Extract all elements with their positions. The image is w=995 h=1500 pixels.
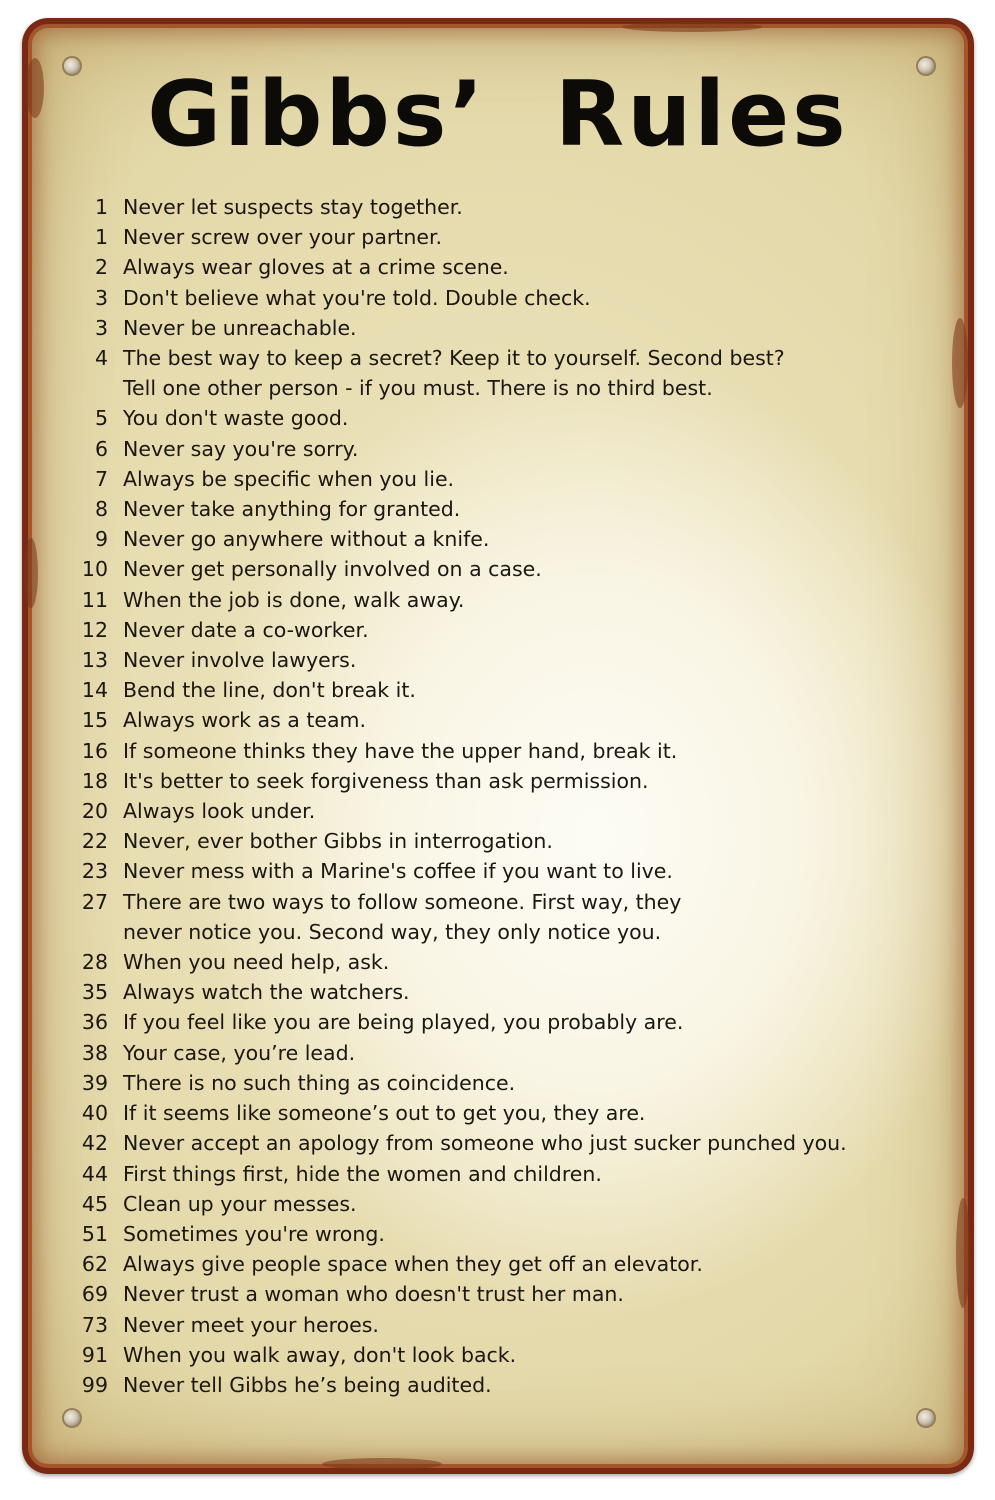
mounting-hole-bottom-right [918, 1410, 934, 1426]
rule-item [70, 766, 970, 796]
rule-text: Never let suspects stay together. [123, 195, 463, 219]
rule-text: Bend the line, don't break it. [123, 678, 416, 703]
rule-number: 9 [94, 527, 108, 552]
rule-item [70, 464, 970, 494]
rule-text: Your case, you’re lead. [123, 1040, 356, 1065]
rule-text: Never tell Gibbs he’s being audited. [123, 1372, 492, 1397]
rule-text: The best way to keep a secret? Keep it to yourself. Second best? Tell one other person - if you must. There is no third best. [123, 346, 785, 401]
rule-item [70, 1189, 970, 1219]
rule-item [70, 1340, 970, 1370]
rule-text: There is no such thing as coincidence. [123, 1070, 516, 1095]
rule-item [70, 1249, 970, 1279]
rule-number: 99 [81, 1372, 108, 1397]
rule-text: If it seems like someone’s out to get you, they are. [123, 1101, 646, 1126]
rule-item [70, 403, 970, 433]
metal-sign [22, 18, 974, 1474]
rule-item [70, 1310, 970, 1340]
rule-text: You don't waste good. [123, 406, 349, 431]
rule-number: 20 [81, 799, 108, 824]
rule-number: 73 [81, 1312, 108, 1337]
rule-text: Don't believe what you're told. Double check. [123, 285, 591, 310]
rule-text: Never accept an apology from someone who just sucker punched you. [123, 1131, 847, 1156]
rule-item [70, 1038, 970, 1068]
rule-text: If you feel like you are being played, you probably are. [123, 1010, 684, 1035]
rule-number: 1 [94, 195, 108, 219]
rule-number: 18 [81, 768, 108, 793]
rule-item [70, 645, 970, 675]
rule-number: 3 [94, 315, 108, 340]
rule-number: 23 [81, 859, 108, 884]
rule-number: 51 [81, 1221, 108, 1246]
rule-item [70, 1007, 970, 1037]
rule-number: 10 [81, 557, 108, 582]
rule-item [70, 1098, 970, 1128]
rule-number: 11 [81, 587, 108, 612]
rule-text: Never be unreachable. [123, 315, 357, 340]
rule-text: Never trust a woman who doesn't trust her man. [123, 1282, 624, 1307]
rules-list [70, 192, 970, 1400]
rule-item [70, 222, 970, 252]
rule-text: If someone thinks they have the upper hand, break it. [123, 738, 678, 763]
rule-item [70, 675, 970, 705]
rule-text: Never mess with a Marine's coffee if you want to live. [123, 859, 673, 884]
rule-number: 22 [81, 829, 108, 854]
rule-item [70, 977, 970, 1007]
rule-number: 7 [94, 466, 108, 491]
rule-number: 44 [81, 1161, 108, 1186]
rule-number: 45 [81, 1191, 108, 1216]
mounting-hole-bottom-left [64, 1410, 80, 1426]
rule-text: Always give people space when they get off an elevator. [123, 1252, 703, 1277]
rule-item [70, 343, 970, 403]
rust-spot [322, 1458, 442, 1470]
rule-text: Never date a co-worker. [123, 617, 369, 642]
rule-number: 40 [81, 1101, 108, 1126]
rule-text: Never get personally involved on a case. [123, 557, 542, 582]
rule-text: Never, ever bother Gibbs in interrogation. [123, 829, 553, 854]
rule-item [70, 434, 970, 464]
sign-title: Gibbs’ Rules [147, 62, 849, 167]
rule-text: Never take anything for granted. [123, 497, 461, 522]
rule-item [70, 192, 970, 222]
rust-spot [622, 22, 762, 32]
rule-text: Never involve lawyers. [123, 648, 357, 673]
rule-text: When you walk away, don't look back. [123, 1342, 517, 1367]
rule-number: 36 [81, 1010, 108, 1035]
rule-number: 42 [81, 1131, 108, 1156]
rule-number: 6 [94, 436, 108, 461]
rule-number: 15 [81, 708, 108, 733]
rule-text: Never screw over your partner. [123, 225, 443, 250]
rule-number: 2 [94, 255, 108, 280]
rule-number: 91 [81, 1342, 108, 1367]
rule-text: When the job is done, walk away. [123, 587, 465, 612]
rule-text: Always be specific when you lie. [123, 466, 455, 491]
rule-number: 16 [81, 738, 108, 763]
rule-number: 69 [81, 1282, 108, 1307]
rule-item [70, 1219, 970, 1249]
rule-item [70, 705, 970, 735]
rule-item [70, 796, 970, 826]
rule-number: 8 [94, 497, 108, 522]
rule-item [70, 524, 970, 554]
rule-text: Sometimes you're wrong. [123, 1221, 385, 1246]
rule-item [70, 947, 970, 977]
rule-number: 62 [81, 1252, 108, 1277]
rule-text: Never meet your heroes. [123, 1312, 379, 1337]
rule-item [70, 826, 970, 856]
rule-item [70, 1068, 970, 1098]
rule-text: Never go anywhere without a knife. [123, 527, 490, 552]
rule-text: Clean up your messes. [123, 1191, 357, 1216]
rule-item [70, 283, 970, 313]
rule-text: When you need help, ask. [123, 950, 390, 975]
rule-item [70, 1159, 970, 1189]
rule-text: Never say you're sorry. [123, 436, 359, 461]
rule-item [70, 494, 970, 524]
rule-text: First things first, hide the women and children. [123, 1161, 602, 1186]
rule-number: 13 [81, 648, 108, 673]
rule-text: Always watch the watchers. [123, 980, 410, 1005]
rule-number: 4 [94, 346, 108, 371]
rule-item [70, 554, 970, 584]
rule-number: 39 [81, 1070, 108, 1095]
rule-item [70, 1128, 970, 1158]
rule-text: Always look under. [123, 799, 316, 824]
rule-text: It's better to seek forgiveness than ask permission. [123, 768, 649, 793]
rule-item [70, 736, 970, 766]
rule-number: 12 [81, 617, 108, 642]
rust-spot [24, 538, 38, 608]
rule-item [70, 615, 970, 645]
rule-number: 5 [94, 406, 108, 431]
rule-number: 14 [81, 678, 108, 703]
rule-number: 38 [81, 1040, 108, 1065]
rule-item [70, 856, 970, 886]
rule-item [70, 887, 970, 947]
rule-number: 1 [94, 225, 108, 250]
rule-text: Always work as a team. [123, 708, 367, 733]
rule-item [70, 1279, 970, 1309]
rule-number: 3 [94, 285, 108, 310]
rule-number: 27 [81, 889, 108, 914]
rule-number: 28 [81, 950, 108, 975]
rule-item [70, 252, 970, 282]
rule-item [70, 313, 970, 343]
rule-item [70, 1370, 970, 1400]
rule-text: Always wear gloves at a crime scene. [123, 255, 509, 280]
rule-number: 35 [81, 980, 108, 1005]
rule-text: There are two ways to follow someone. First way, they never notice you. Second way, they only notice you. [123, 889, 682, 944]
rule-item [70, 585, 970, 615]
